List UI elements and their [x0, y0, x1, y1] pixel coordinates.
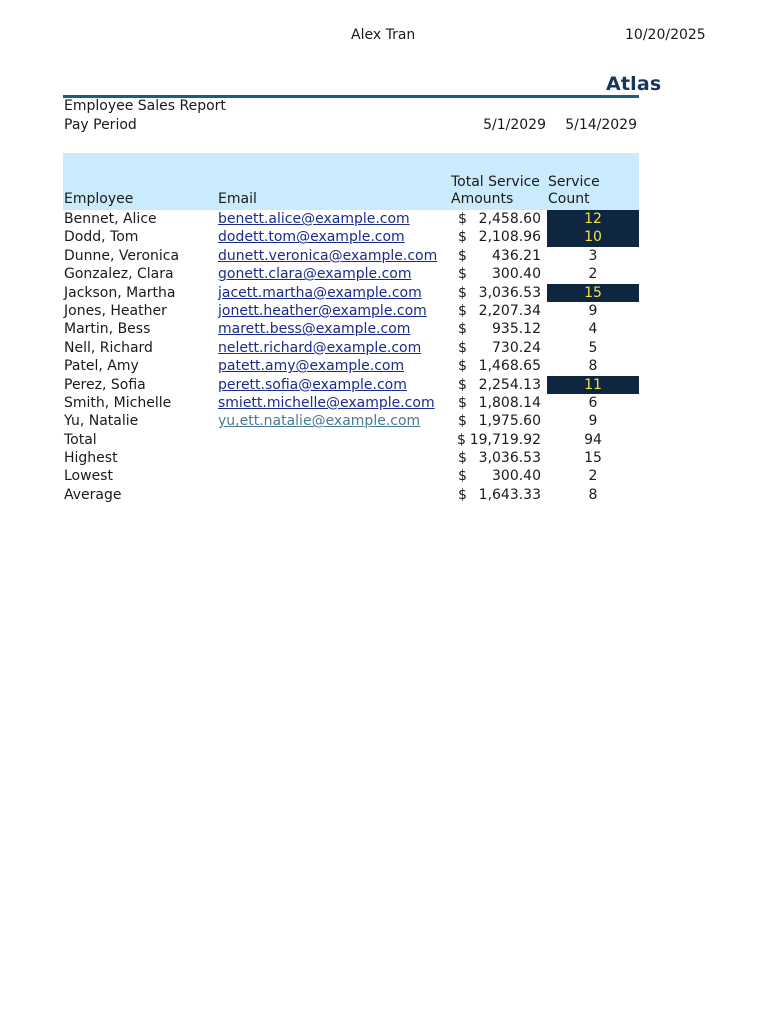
table-row [63, 320, 639, 338]
table-row [63, 284, 639, 302]
employee-name: Martin, Bess [64, 321, 151, 338]
summary-row-total [63, 431, 639, 449]
employee-email-link[interactable]: gonett.clara@example.com [218, 266, 412, 283]
column-header-email: Email [218, 191, 257, 207]
currency-symbol: $ [458, 302, 467, 319]
currency-symbol: $ [458, 450, 467, 467]
employee-email-link[interactable]: dunett.veronica@example.com [218, 247, 438, 264]
summary-count: 8 [588, 486, 598, 503]
table-row [63, 339, 639, 357]
summary-amount: 1,643.33 [478, 486, 541, 503]
currency-symbol: $ [458, 247, 467, 264]
employee-email-link[interactable]: benett.alice@example.com [218, 211, 410, 227]
currency-symbol: $ [458, 321, 467, 338]
currency-symbol: $ [458, 266, 467, 283]
service-count-highlighted: 12 [547, 210, 639, 228]
column-header-count-line2: Count [548, 191, 590, 207]
service-count-highlighted: 10 [547, 228, 639, 246]
currency-symbol: $ [458, 211, 467, 227]
summary-count: 2 [588, 468, 598, 485]
employee-email-link[interactable]: smiett.michelle@example.com [218, 394, 435, 411]
currency-symbol: $ [458, 413, 467, 430]
service-amount: 2,254.13 [478, 376, 541, 393]
currency-symbol: $ [458, 229, 467, 246]
table-row [63, 302, 639, 320]
service-amount: 300.40 [492, 266, 541, 283]
column-header-amount-line2: Amounts [451, 191, 514, 207]
pay-period-label: Pay Period [64, 117, 137, 133]
service-amount: 1,975.60 [478, 413, 541, 430]
service-amount: 2,108.96 [478, 229, 541, 246]
table-row [63, 228, 639, 246]
summary-label: Total [64, 431, 97, 448]
employee-email-link[interactable]: patett.amy@example.com [218, 358, 405, 375]
summary-amount: 19,719.92 [469, 431, 541, 448]
service-count-highlighted: 15 [547, 284, 639, 302]
service-count: 4 [588, 321, 598, 338]
employee-name: Dunne, Veronica [64, 247, 180, 264]
summary-label: Highest [64, 450, 118, 467]
service-amount: 2,458.60 [478, 211, 541, 227]
column-header-count [548, 174, 600, 208]
currency-symbol: $ [458, 486, 467, 503]
currency-symbol: $ [458, 358, 467, 375]
employee-name: Jackson, Martha [64, 284, 176, 301]
summary-row-highest [63, 449, 639, 467]
service-amount: 3,036.53 [478, 284, 541, 301]
summary-label: Lowest [64, 468, 113, 485]
report-title: Employee Sales Report [64, 98, 226, 114]
employee-email-link[interactable]: marett.bess@example.com [218, 321, 411, 338]
employee-name: Perez, Sofia [64, 376, 146, 393]
pay-period-start: 5/1/2029 [483, 117, 546, 133]
column-header-employee: Employee [64, 191, 134, 207]
summary-count: 15 [584, 450, 602, 467]
employee-table [63, 210, 639, 504]
employee-email-link[interactable]: nelett.richard@example.com [218, 339, 422, 356]
summary-amount: 3,036.53 [478, 450, 541, 467]
column-header-amount [451, 174, 540, 208]
header-date: 10/20/2025 [625, 27, 706, 43]
service-count: 5 [588, 339, 598, 356]
header-author: Alex Tran [351, 27, 416, 43]
employee-email-link[interactable]: yu,ett.natalie@example.com [218, 413, 421, 430]
table-row [63, 376, 639, 394]
currency-symbol: $ [457, 431, 466, 448]
table-row [63, 265, 639, 283]
service-count: 2 [588, 266, 598, 283]
column-header-count-line1: Service [548, 174, 600, 190]
summary-amount: 300.40 [492, 468, 541, 485]
employee-name: Jones, Heather [64, 302, 167, 319]
table-row [63, 394, 639, 412]
report-sheet [63, 0, 662, 520]
employee-name: Gonzalez, Clara [64, 266, 174, 283]
summary-label: Average [64, 486, 122, 503]
table-row [63, 210, 639, 228]
employee-email-link[interactable]: dodett.tom@example.com [218, 229, 405, 246]
service-count: 6 [588, 394, 598, 411]
employee-email-link[interactable]: perett.sofia@example.com [218, 376, 407, 393]
summary-row-average [63, 486, 639, 504]
company-brand: Atlas [606, 73, 662, 95]
employee-name: Nell, Richard [64, 339, 153, 356]
employee-name: Smith, Michelle [64, 394, 172, 411]
service-amount: 1,468.65 [478, 358, 541, 375]
summary-count: 94 [584, 431, 602, 448]
service-count: 9 [588, 413, 598, 430]
currency-symbol: $ [458, 339, 467, 356]
service-amount: 436.21 [492, 247, 541, 264]
employee-name: Bennet, Alice [64, 211, 157, 227]
service-count: 3 [588, 247, 598, 264]
employee-email-link[interactable]: jacett.martha@example.com [218, 284, 422, 301]
pay-period-end: 5/14/2029 [565, 117, 637, 133]
currency-symbol: $ [458, 376, 467, 393]
service-count: 9 [588, 302, 598, 319]
summary-row-lowest [63, 467, 639, 485]
employee-name: Dodd, Tom [64, 229, 139, 246]
service-amount: 2,207.34 [478, 302, 541, 319]
employee-email-link[interactable]: jonett.heather@example.com [218, 302, 427, 319]
table-row [63, 357, 639, 375]
currency-symbol: $ [458, 394, 467, 411]
employee-name: Yu, Natalie [64, 413, 139, 430]
service-amount: 730.24 [492, 339, 541, 356]
column-header-amount-line1: Total Service [451, 174, 540, 190]
service-count-highlighted: 11 [547, 376, 639, 394]
currency-symbol: $ [458, 468, 467, 485]
employee-name: Patel, Amy [64, 358, 139, 375]
currency-symbol: $ [458, 284, 467, 301]
service-count: 8 [588, 358, 598, 375]
service-amount: 935.12 [492, 321, 541, 338]
table-row [63, 247, 639, 265]
table-row [63, 412, 639, 430]
service-amount: 1,808.14 [478, 394, 541, 411]
